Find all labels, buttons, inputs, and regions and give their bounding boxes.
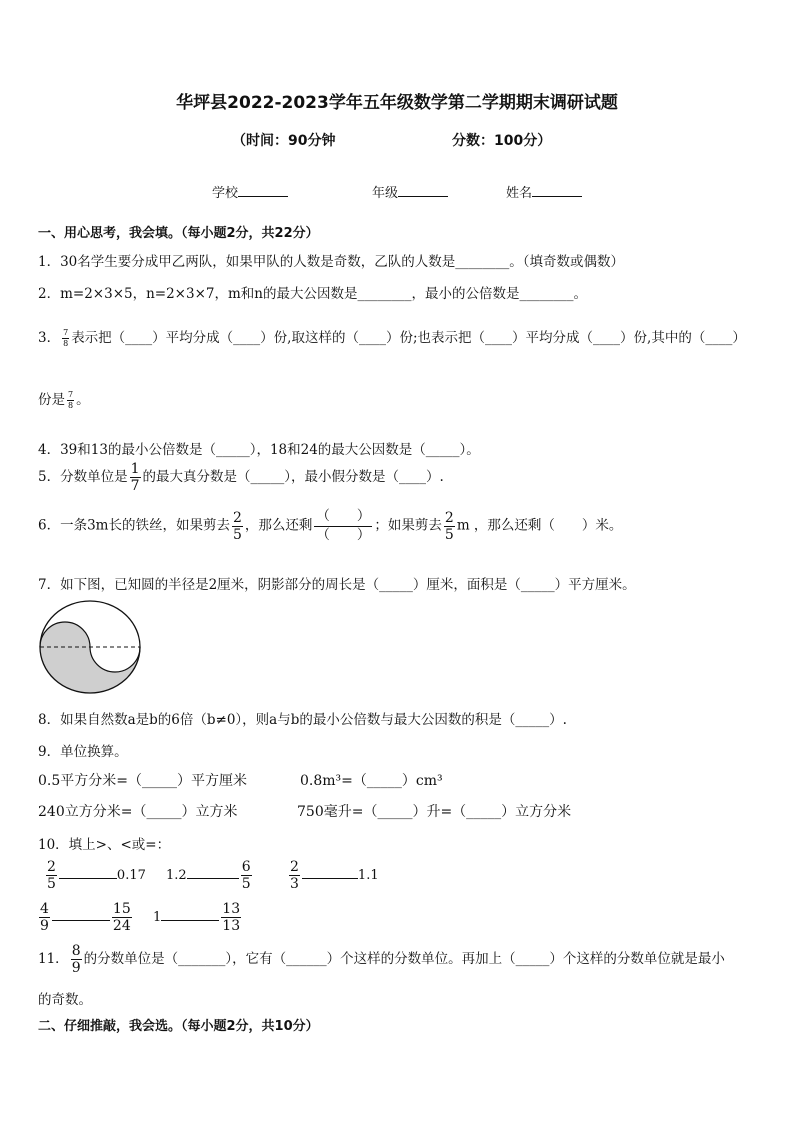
compare-item-3: $\frac{2}{3}$ 1.1 <box>290 859 379 892</box>
school-field[interactable] <box>212 182 288 201</box>
compare-blank-4[interactable] <box>52 906 110 921</box>
name-blank[interactable] <box>532 184 582 197</box>
question-5: 5．分数单位是 $\frac{1}{7}$ 的最大真分数是（_____），最小假分数是（____）. <box>38 461 444 494</box>
fraction-2-5-a: $\frac{2}{5}$ <box>232 509 242 543</box>
name-label: 姓名 <box>506 186 533 201</box>
time-info: （时间：90分钟 <box>232 133 336 149</box>
section-2-heading: 二、仔细推敲，我会选。（每小题2分，共10分） <box>38 1019 319 1034</box>
question-8: 8．如果自然数a是b的6倍（b≠0），则a与b的最小公倍数与最大公因数的积是（_____）. <box>38 712 567 728</box>
question-11: 11． $\frac{8}{9}$ 的分数单位是（_______），它有（______）个这样的分数单位。再加上（_____）个这样的分数单位就是最小 <box>38 943 725 976</box>
question-2: 2．m=2×3×5，n=2×3×7，m和n的最大公因数是________，最小的公倍数是________。 <box>38 286 587 302</box>
school-blank[interactable] <box>238 184 288 197</box>
fraction-2-5-b: $\frac{2}{5}$ <box>444 509 454 543</box>
compare-item-4: $\frac{4}{9}$ $\frac{15}{24}$ <box>40 901 131 934</box>
circle-diagram <box>37 598 143 696</box>
question-9-line1a: 0.5平方分米=（_____）平方厘米 <box>38 773 247 789</box>
fraction-1-7: $\frac{1}{7}$ <box>130 461 140 494</box>
question-6: 6．一条3m长的铁丝，如果剪去 $\frac{2}{5}$ ，那么还剩 （ ） （ ） ；如果剪去 $\frac{2}{5}$ m ，那么还剩（ ）米。 <box>38 508 623 543</box>
compare-blank-2[interactable] <box>187 864 239 879</box>
question-11-line2: 的奇数。 <box>38 992 92 1008</box>
grade-blank[interactable] <box>398 184 448 197</box>
grade-label: 年级 <box>372 186 399 201</box>
section-1-heading: 一、用心思考，我会填。（每小题2分，共22分） <box>38 226 319 241</box>
grade-field[interactable] <box>372 182 448 201</box>
question-4: 4．39和13的最小公倍数是（_____），18和24的最大公因数是（_____）。 <box>38 442 480 458</box>
compare-item-5: 1 $\frac{13}{13}$ <box>153 901 241 934</box>
compare-item-2: 1.2 $\frac{6}{5}$ <box>166 859 251 892</box>
fraction-8-9: $\frac{8}{9}$ <box>71 943 81 976</box>
fraction-7-8: $\frac{7}{8}$ <box>63 328 69 348</box>
compare-item-1: $\frac{2}{5}$ 0.17 <box>47 859 146 892</box>
page-title: 华坪县2022-2023学年五年级数学第二学期期末调研试题 <box>176 93 618 113</box>
question-9-title: 9．单位换算。 <box>38 744 128 760</box>
question-3 <box>38 326 746 348</box>
compare-blank-1[interactable] <box>59 864 117 879</box>
question-10-title: 10．填上>、<或=： <box>38 837 171 853</box>
name-field[interactable] <box>506 182 582 201</box>
score-info: 分数：100分） <box>452 133 552 149</box>
fraction-7-8-b: $\frac{7}{8}$ <box>68 390 74 410</box>
compare-blank-3[interactable] <box>302 864 358 879</box>
question-3-text: 表示把（____）平均分成（____）份,取这样的（____）份;也表示把（____）平均分成（____）份,其中的（____） <box>71 330 746 346</box>
question-9-line2b: 750毫升=（_____）升=（_____）立方分米 <box>297 804 572 820</box>
question-7: 7．如下图，已知圆的半径是2厘米，阴影部分的周长是（_____）厘米，面积是（_____）平方厘米。 <box>38 577 636 593</box>
question-1: 1．30名学生要分成甲乙两队，如果甲队的人数是奇数，乙队的人数是________。（填奇数或偶数） <box>38 254 625 270</box>
compare-blank-5[interactable] <box>161 906 219 921</box>
shaded-region <box>40 622 140 693</box>
blank-fraction[interactable]: （ ） （ ） <box>316 508 371 543</box>
question-3-line2: 份是 $\frac{7}{8}$ 。 <box>38 390 90 410</box>
question-9-line2a: 240立方分米=（_____）立方米 <box>38 804 238 820</box>
question-9-line1b: 0.8m³=（_____）cm³ <box>300 773 443 789</box>
school-label: 学校 <box>212 186 239 201</box>
question-3-number: 3． <box>38 330 61 346</box>
